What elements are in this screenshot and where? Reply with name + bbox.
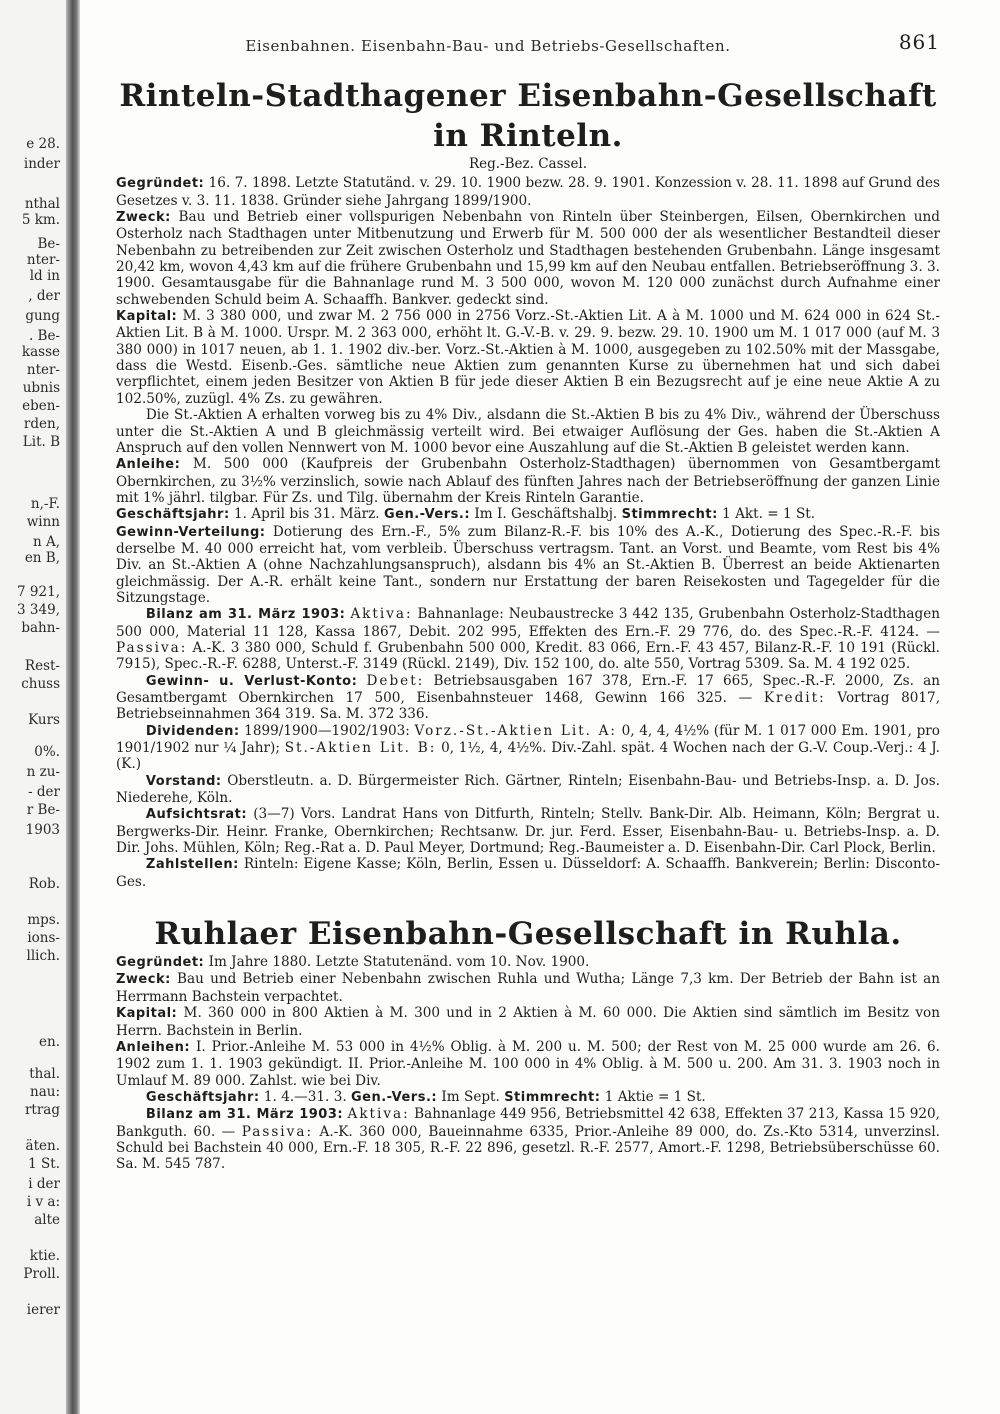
text-zweck: Bau und Betrieb einer Nebenbahn zwischen Ruhla und Wutha; Länge 7,3 km. Der Betrieb der Bahn ist an Herrmann Bachstein verpachtet.: [116, 971, 940, 1005]
margin-fragment: bahn-: [21, 620, 60, 636]
margin-fragment: kasse: [21, 344, 60, 360]
margin-fragment: ubnis: [22, 380, 60, 396]
company-title: Rinteln-Stadthagener Eisenbahn-Gesellschaft in Rinteln.: [119, 78, 937, 154]
margin-fragment: 1 St.: [28, 1156, 60, 1172]
company-entry-ruhla: [116, 914, 940, 1172]
entry-kapital-cont: Die St.-Aktien A erhalten vorweg bis zu 4% Div., alsdann die St.-Aktien B bis zu 4% Div., während der Überschuss unter die St.-Aktien A und B gleichmässig verteilt wird. Bei etwaiger Auflösung der Ges. haben die St.-Aktien A Anspruch auf den vollen Nennwert von M. 1000 bevor eine Auszahlung auf die St.-Aktien B geleistet werden kann.: [116, 407, 940, 456]
entry-anleihe: [116, 456, 940, 506]
margin-fragment: ld in: [29, 268, 60, 284]
label-gen-vers: Gen.-Vers.:: [383, 507, 471, 523]
margin-fragment: nthal: [24, 196, 60, 212]
label-anleihe: Anleihe:: [116, 457, 181, 473]
entry-bilanz: [116, 606, 940, 672]
text-gen-vers: Im Sept.: [441, 1088, 500, 1105]
label-passiva: Passiva:: [116, 639, 188, 656]
margin-fragment: n zu-: [26, 764, 60, 780]
text-stimmrecht: 1 Aktie = 1 St.: [604, 1088, 706, 1105]
label-kapital: Kapital:: [116, 1006, 178, 1022]
label-stimmrecht: Stimmrecht:: [504, 1089, 601, 1105]
label-anleihen: Anleihen:: [116, 1039, 191, 1055]
text-aufsichtsrat: (3—7) Vors. Landrat Hans von Ditfurth, Rinteln; Stellv. Bank-Dir. Alb. Heimann, Köln; Bergrat u. Bergwerks-Dir. Heinr. Franke, Obernkirchen; Rechtsanw. Dr. jur. Ferd. Esser, Eisenbahn-Bau- u. Betriebs-Insp. a. D. Dir. Johs. Mühlen, Köln; Reg.-Rat a. D. Paul Meyer, Dortmund; Reg.-Baumeister a. D. Eisenbahn-Dir. Carl Plock, Berlin.: [116, 806, 940, 857]
text-dividenden-years: 1899/1900—1902/1903:: [244, 722, 410, 739]
margin-fragment: Proll.: [23, 1266, 60, 1282]
margin-fragment: eben-: [22, 398, 60, 414]
text-anleihen: I. Prior.-Anleihe M. 53 000 in 4½% Oblig. à M. 200 u. M. 500; der Rest von M. 25 000 wurde am 26. 6. 1902 zum 1. 1. 1903 gekündigt. II. Prior.-Anleihe M. 100 000 in 4% Oblig. à M. 500 u. 200. Am 31. 3. 1903 noch in Umlauf M. 89 000. Zahlst. wie bei Div.: [116, 1038, 940, 1089]
margin-fragment: nter-: [26, 252, 60, 268]
text-vorstand: Oberstleutn. a. D. Bürgermeister Rich. Gärtner, Rinteln; Eisenbahn-Bau- und Betriebs-Insp. a. D. Jos. Niederehe, Köln.: [116, 772, 940, 807]
label-vorz-aktien: Vorz.-St.-Aktien Lit. A:: [414, 722, 618, 739]
margin-fragment: mps.: [27, 912, 60, 928]
entry-gegruendet: [116, 954, 940, 971]
label-bilanz: Bilanz am 31. März 1903:: [145, 607, 346, 623]
margin-fragment: e 28.: [26, 136, 60, 152]
label-gegruendet: Gegründet:: [116, 176, 205, 192]
margin-fragment: nter-: [26, 362, 60, 378]
entry-kapital: [116, 1005, 940, 1039]
label-bilanz: Bilanz am 31. März 1903:: [145, 1107, 344, 1123]
margin-fragment: gung: [25, 308, 60, 324]
text-kapital: M. 3 380 000, und zwar M. 2 756 000 in 2756 Vorz.-St.-Aktien Lit. A à M. 1000 und M. 624 000 in 624 St.-Aktien Lit. B à M. 1000. Urspr. M. 2 363 000, erhöht lt. G.-V.-B. v. 29. 9. bezw. 29. 10. 1900 um M. 1 017 000 (auf M. 3 380 000) in 1017 neuen, ab 1. 1. 1902 div.-ber. Vorz.-St.-Aktien à M. 1000, ausgegeben zu 102.50% mit der Massgabe, dass die Westd. Eisenb.-Ges. sämtliche neue Aktien zum genannten Kurse zu übernehmen hat und sich dabei verpflichtet, einem jeden Besitzer von Aktien B für jede dieser Aktien B ein Bezugsrecht auf je eine neue Aktie A zu 102.50%, zuzügl. 4% Zs. zu gewähren.: [116, 308, 941, 407]
text-kapital: M. 360 000 in 800 Aktien à M. 300 und in 2 Aktien à M. 60 000. Die Aktien sind sämtlich im Besitz von Herrn. Bachstein in Berlin.: [116, 1005, 940, 1039]
margin-fragment: en B,: [24, 550, 60, 566]
margin-fragment: äten.: [25, 1138, 60, 1154]
label-zweck: Zweck:: [116, 972, 171, 988]
entry-vorstand: [116, 773, 940, 807]
margin-fragment: ktie.: [29, 1248, 60, 1264]
text-gegruendet: Im Jahre 1880. Letzte Statutenänd. vom 10. Nov. 1900.: [208, 954, 590, 971]
margin-fragment: en.: [39, 1034, 60, 1050]
margin-fragment: chuss: [21, 676, 60, 692]
margin-fragment: Rest-: [24, 658, 60, 674]
entry-aufsichtsrat: [116, 806, 940, 856]
label-st-aktien: St.-Aktien Lit. B:: [284, 740, 437, 757]
margin-fragment: , der: [28, 288, 60, 304]
label-aufsichtsrat: Aufsichtsrat:: [145, 807, 248, 823]
margin-fragment: i der: [28, 1176, 60, 1192]
margin-fragment: . Be-: [28, 328, 60, 344]
margin-fragment: thal.: [29, 1066, 60, 1082]
margin-fragment: 7 921,: [17, 584, 60, 600]
label-passiva: Passiva:: [241, 1123, 314, 1140]
page-number: 861: [898, 30, 940, 54]
entry-anleihen: [116, 1039, 940, 1089]
label-gewinn-verteilung: Gewinn-Verteilung:: [116, 524, 266, 540]
label-geschaeftsjahr: Geschäftsjahr:: [116, 507, 230, 523]
label-zweck: Zweck:: [116, 210, 171, 226]
margin-fragment: rden,: [23, 416, 60, 432]
label-vorstand: Vorstand:: [145, 773, 222, 789]
entry-geschaeftsjahr: [116, 1089, 940, 1106]
label-geschaeftsjahr: Geschäftsjahr:: [145, 1089, 260, 1105]
label-aktiva: Aktiva:: [347, 1106, 410, 1123]
label-kredit: Kredit:: [763, 690, 826, 706]
label-zahlstellen: Zahlstellen:: [145, 857, 239, 873]
entry-zweck: [116, 209, 940, 308]
margin-fragment: Lit. B: [22, 434, 60, 450]
margin-fragment: n,-F.: [30, 496, 60, 512]
margin-fragment: 1903: [25, 822, 60, 838]
text-zahlstellen: Rinteln: Eigene Kasse; Köln, Berlin, Essen u. Düsseldorf: A. Schaaffh. Bankverein; Berlin: Disconto-Ges.: [116, 856, 940, 890]
text-st-aktien: 0, 1½, 4, 4½%. Div.-Zahl. spät. 4 Wochen nach der G.-V. Coup.-Verj.: 4 J. (K.): [116, 740, 941, 773]
margin-fragment: 0%.: [34, 744, 60, 760]
entry-bilanz: [116, 1106, 940, 1172]
margin-fragment: winn: [26, 514, 60, 530]
label-kapital: Kapital:: [116, 309, 178, 325]
page-content: [116, 30, 941, 1173]
entry-dividenden: [116, 723, 940, 773]
company-subtitle: Reg.-Bez. Cassel.: [468, 156, 588, 172]
text-aktiva: Bahnanlage: Neubaustrecke 3 442 135, Grubenbahn Osterholz-Stadthagen 500 000, Material 11 128, Kassa 1867, Debit. 202 995, Effekten des Ern.-F. 29 776, do. des Spec.-R.-F. 4124. —: [116, 606, 941, 640]
entry-zweck: [116, 971, 940, 1005]
book-gutter: [66, 0, 80, 1414]
entry-geschaeftsjahr: [116, 506, 940, 523]
text-anleihe: M. 500 000 (Kaufpreis der Grubenbahn Osterholz-Stadthagen) übernommen von Gesamtbergamt Obernkirchen, zu 3½% verzinslich, sowie nach Ablauf des fünften Jahres nach der Betriebseröffnung der ganzen Linie mit 1% jährl. tilgbar. Für Zs. und Tilg. übernahm der Kreis Rinteln Garantie.: [116, 456, 940, 506]
text-vorz-aktien: 0, 4, 4, 4½% (für M. 1 017 000 Em. 1901, pro 1901/1902 nur ¼ Jahr);: [116, 722, 940, 757]
text-geschaeftsjahr: 1. April bis 31. März.: [234, 506, 380, 523]
margin-fragment: alte: [34, 1212, 60, 1228]
label-gen-vers: Gen.-Vers.:: [351, 1089, 438, 1105]
label-stimmrecht: Stimmrecht:: [621, 507, 718, 523]
margin-fragment: r Be-: [26, 802, 60, 818]
margin-fragment: llich.: [26, 948, 60, 964]
entry-gegruendet: [116, 175, 940, 209]
margin-fragment: Rob.: [28, 876, 60, 892]
margin-fragment: n A,: [32, 534, 60, 550]
text-aktiva: Bahnanlage 449 956, Betriebsmittel 42 638, Effekten 37 213, Kassa 15 920, Bankguth. 60. —: [116, 1106, 940, 1140]
text-gen-vers: Im I. Geschäftshalbj.: [474, 506, 618, 523]
margin-fragment: - der: [28, 784, 60, 800]
text-gegruendet: 16. 7. 1898. Letzte Statutänd. v. 29. 10. 1900 bezw. 28. 9. 1901. Konzession v. 28. 11. 1898 auf Grund des Gesetzes v. 3. 11. 1838. Gründer siehe Jahrgang 1899/1900.: [116, 175, 940, 209]
label-aktiva: Aktiva:: [350, 606, 413, 623]
label-gewinn-verlust: Gewinn- u. Verlust-Konto:: [145, 673, 358, 689]
entry-kapital: [116, 308, 940, 407]
entry-gewinn-verteilung: [116, 524, 940, 607]
margin-fragment: 5 km.: [21, 212, 60, 228]
margin-fragment: Be-: [37, 236, 60, 252]
company-title: Ruhlaer Eisenbahn-Gesellschaft in Ruhla.: [154, 916, 902, 953]
text-debet: Betriebsausgaben 167 378, Ern.-F. 17 665, Spec.-R.-F. 2000, Zs. an Gesamtbergamt Obernkirchen 17 500, Eisenbahnsteuer 1468, Gewinn 166 325. —: [116, 672, 940, 706]
margin-fragment: nau:: [30, 1084, 60, 1100]
margin-fragment: i v a:: [26, 1194, 60, 1210]
margin-fragment: inder: [23, 156, 60, 172]
margin-fragment: 3 349,: [17, 602, 60, 618]
text-passiva: A.-K. 3 380 000, Schuld f. Grubenbahn 500 000, Kredit. 83 066, Ern.-F. 43 457, Bilanz-R.-F. 10 191 (Rückl. 7915), Spec.-R.-F. 6288, Unterst.-F. 3149 (Rückl. 2149), Div. 152 100, do. alte 550, Vortrag 5309. Sa. M. 4 192 025.: [116, 639, 940, 673]
text-zweck: Bau und Betrieb einer vollspurigen Nebenbahn von Rinteln über Steinbergen, Eilsen, Obernkirchen und Osterholz nach Stadthagen unter Mitbenutzung und Erwerb für M. 500 000 der als wesentlicher Bestandteil dieser Nebenbahn zu betreibenden zur Zeit zwischen Osterholz und Stadthagen bestehenden Grubenbahn. Länge insgesamt 20,42 km, wovon 4,43 km auf die frühere Grubenbahn und 15,99 km auf den Neubau entfallen. Betriebseröffnung 3. 3. 1900. Gesamtausgabe für die Bahnanlage rund M. 3 500 000, wovon M. 120 000 zunächst durch Aufnahme einer schwebenden Schuld beim A. Schaaffh. Bankver. gedeckt sind.: [116, 209, 941, 308]
margin-fragment: ierer: [26, 1302, 60, 1318]
label-dividenden: Dividenden:: [145, 723, 240, 739]
company-entry-rinteln: [116, 76, 940, 890]
text-gewinn-verteilung: Dotierung des Ern.-F., 5% zum Bilanz-R.-F. bis 10% des A.-K., Dotierung des Spec.-R.-F. bis derselbe M. 40 000 erreicht hat, vom verbleib. Überschuss vertragsm. Tant. an Vorst. und Beamte, vom Rest bis 4% Div. an St.-Aktien A (ohne Nachzahlungsanspruch), alsdann bis 4% an St.-Aktien B. Überrest an beide Aktienarten gleichmässig. Der A.-R. erhält keine Tant., sondern nur Erstattung der baren Reisekosten und Tagegelder für die Sitzungstage.: [116, 523, 940, 606]
running-head: Eisenbahnen. Eisenbahn-Bau- und Betriebs-Gesellschaften.: [245, 37, 731, 55]
label-debet: Debet:: [366, 672, 425, 689]
margin-fragment: Kurs: [28, 712, 60, 728]
label-gegruendet: Gegründet:: [116, 955, 205, 971]
text-geschaeftsjahr: 1. 4.—31. 3.: [263, 1088, 347, 1105]
page-header: [116, 30, 940, 70]
text-stimmrecht: 1 Akt. = 1 St.: [722, 506, 816, 523]
adjacent-page-margin: [0, 0, 68, 1414]
entry-gewinn-verlust: [116, 673, 940, 723]
margin-fragment: rtrag: [24, 1102, 60, 1118]
text-passiva: A.-K. 360 000, Baueinnahme 6335, Prior.-Anleihe 89 000, do. Zs.-Kto 5314, unverzinsl. Schuld bei Bachstein 40 000, Ern.-F. 18 305, R.-F. 22 896, gesetzl. R.-F. 2577, Amort.-F. 1298, Betriebsüberschüsse 60. Sa. M. 545 787.: [116, 1123, 941, 1173]
entry-zahlstellen: [116, 856, 940, 890]
margin-fragment: ions-: [27, 930, 60, 946]
text-kredit: Vortrag 8017, Betriebseinnahmen 364 319. Sa. M. 372 336.: [116, 690, 941, 723]
